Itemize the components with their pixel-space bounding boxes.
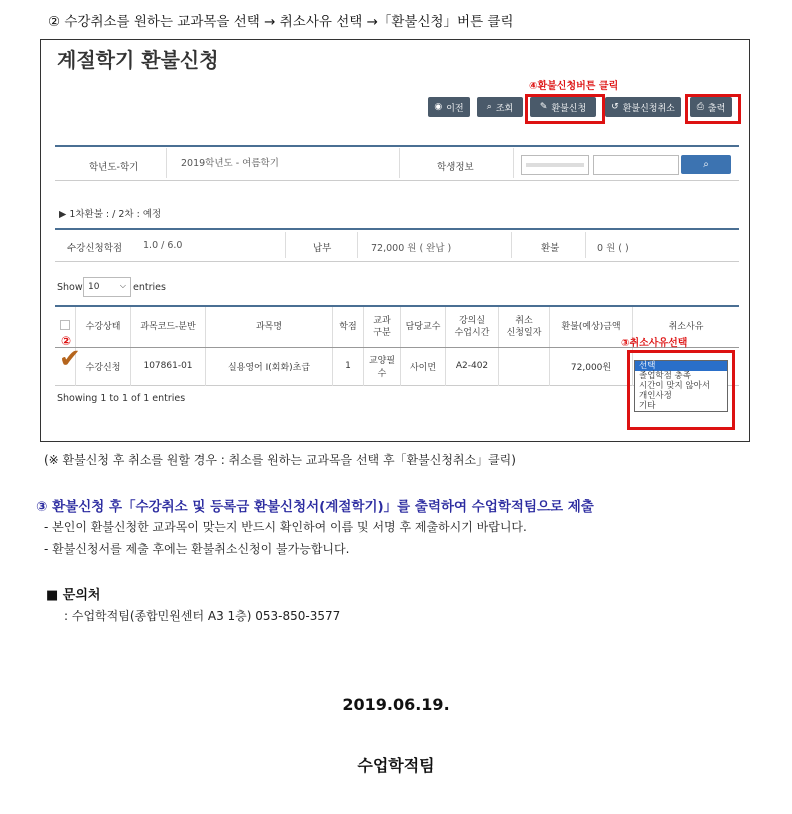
header-credit: 학점 xyxy=(333,307,364,347)
check-mark-icon: ✔ xyxy=(59,344,81,374)
prev-button[interactable]: ◉ 이전 xyxy=(428,97,470,117)
header-professor: 담당교수 xyxy=(401,307,446,347)
cancel-reason-dropdown[interactable] xyxy=(634,360,728,412)
table-footer-info: Showing 1 to 1 of 1 entries xyxy=(57,393,186,404)
refund-value: 0 원 ( ) xyxy=(597,243,629,254)
refund-button-note: ④환불신청버튼 클릭 xyxy=(529,81,619,92)
year-term-label: 학년도-학기 xyxy=(89,162,139,173)
header-code: 과목코드-분반 xyxy=(131,307,206,347)
header-reason: 취소사유 xyxy=(633,307,740,347)
header-cancel-date: 취소 신청일자 xyxy=(499,307,550,347)
search-icon: ⌕ xyxy=(703,159,709,170)
student-info-label: 학생정보 xyxy=(437,162,474,173)
row-category: 교양필수 xyxy=(364,347,401,385)
student-id-input[interactable] xyxy=(521,155,589,175)
search-button[interactable]: ⌕ 조회 xyxy=(477,97,523,117)
credits-label: 수강신청학점 xyxy=(67,243,123,254)
reason-option[interactable]: 졸업학점 충족 xyxy=(639,371,691,381)
student-name-input[interactable] xyxy=(593,155,679,175)
refund-round-note: ▶ 1차환불 : / 2차 : 예정 xyxy=(59,209,162,220)
chevron-down-icon: ⌵ xyxy=(119,281,126,290)
masked-student-id xyxy=(526,163,584,167)
refund-cancel-button[interactable]: ↺ 환불신청취소 xyxy=(605,97,681,117)
credits-value: 1.0 / 6.0 xyxy=(143,240,183,251)
department-name: 수업학적팀 xyxy=(357,756,435,775)
search-icon: ⌕ xyxy=(486,102,492,112)
step2-instruction: ② 수강취소를 원하는 교과목을 선택 → 취소사유 선택 →「환불신청」버튼 클릭 xyxy=(48,14,514,30)
undo-icon: ↺ xyxy=(611,102,619,112)
print-button[interactable]: ⎙ 출력 xyxy=(690,97,732,117)
row-credit: 1 xyxy=(333,347,364,385)
header-room-time: 강의실 수업시간 xyxy=(446,307,499,347)
contact-heading: ■ 문의처 xyxy=(46,588,101,603)
refund-request-button[interactable]: ✎ 환불신청 xyxy=(530,97,596,117)
entries-select[interactable]: 10 ⌵ xyxy=(83,277,131,297)
row-refund-amount: 72,000원 xyxy=(550,347,633,385)
circle-arrow-icon: ◉ xyxy=(434,102,443,112)
row-cancel-date xyxy=(499,347,550,385)
page-title: 계절학기 환불신청 xyxy=(57,48,219,72)
edit-icon: ✎ xyxy=(539,102,548,112)
row-code: 107861-01 xyxy=(131,347,206,385)
header-refund-amount: 환불(예상)금액 xyxy=(550,307,633,347)
document-date: 2019.06.19. xyxy=(342,695,450,714)
cancel-note: (※ 환불신청 후 취소를 원할 경우 : 취소를 원하는 교과목을 선택 후「환불신청취소」클릭) xyxy=(44,453,516,467)
row-status: 수강신청 xyxy=(76,347,131,385)
select-all-checkbox[interactable] xyxy=(60,320,70,330)
header-category: 교과 구분 xyxy=(364,307,401,347)
bullet-item: - 본인이 환불신청한 교과목이 맞는지 반드시 확인하여 이름 및 서명 후 제출하시기 바랍니다. xyxy=(44,520,527,534)
step2-marker: ② xyxy=(61,334,72,348)
payment-label: 납부 xyxy=(313,243,332,254)
section-rule xyxy=(55,145,739,147)
entries-label: entries xyxy=(133,282,166,293)
screenshot-frame xyxy=(40,39,750,442)
year-term-value: 2019학년도 - 여름학기 xyxy=(181,158,279,169)
row-room-time: A2-402 xyxy=(446,347,499,385)
step3-heading: ③ 환불신청 후「수강취소 및 등록금 환불신청서(계절학기)」를 출력하여 수업학적팀으로 제출 xyxy=(36,499,594,515)
reason-select-note: ③취소사유선택 xyxy=(621,338,688,349)
bullet-item: - 환불신청서를 제출 후에는 환불취소신청이 불가능합니다. xyxy=(44,542,350,556)
reason-option[interactable]: 개인사정 xyxy=(639,391,672,401)
reason-option[interactable]: 선택 xyxy=(635,361,727,371)
header-name: 과목명 xyxy=(206,307,333,347)
payment-value: 72,000 원 ( 완납 ) xyxy=(371,243,452,254)
show-label: Show xyxy=(57,282,83,293)
contact-detail: : 수업학적팀(종합민원센터 A3 1층) 053-850-3577 xyxy=(64,609,341,623)
row-professor: 사이먼 xyxy=(401,347,446,385)
refund-label: 환불 xyxy=(541,243,560,254)
row-name: 실용영어 I(회화)초급 xyxy=(206,347,333,385)
reason-option[interactable]: 시간이 맞지 않아서 xyxy=(639,381,711,391)
reason-option[interactable]: 기타 xyxy=(639,401,656,411)
header-status: 수강상태 xyxy=(76,307,131,347)
printer-icon: ⎙ xyxy=(696,102,704,112)
student-search-button[interactable] xyxy=(681,155,731,174)
